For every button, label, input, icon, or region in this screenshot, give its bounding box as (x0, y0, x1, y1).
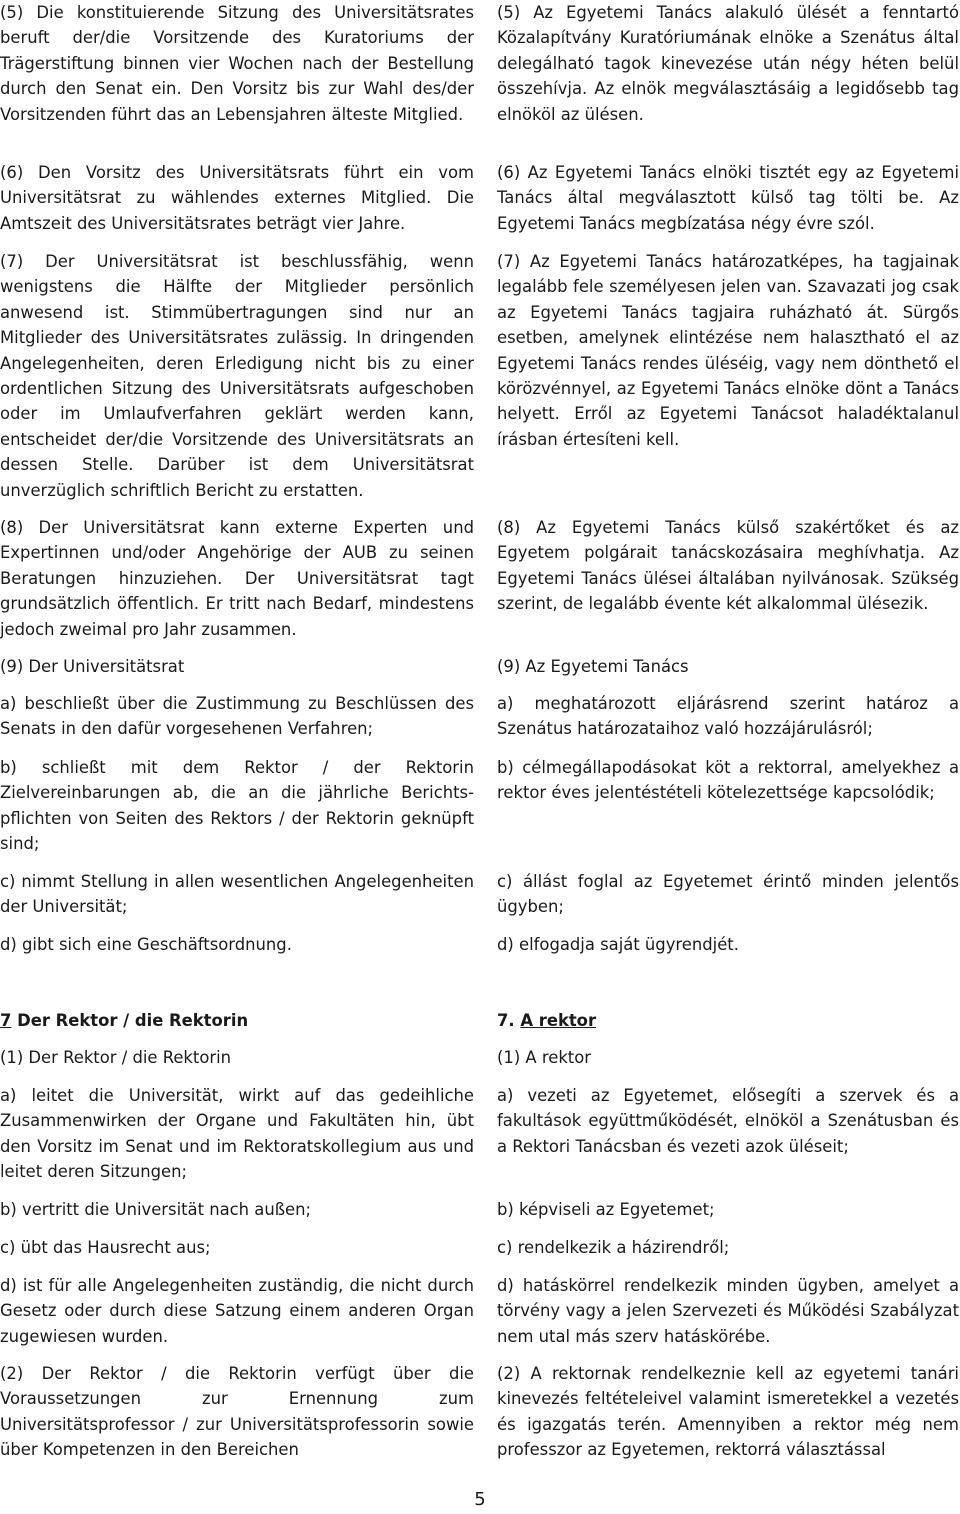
de-section-heading (0, 1008, 474, 1033)
page-number: 5 (474, 1489, 486, 1510)
de-paragraph-9a: a) beschließt über die Zustimmung zu Beschlüssen des Senats in den dafür vorgesehenen Verfahren; (0, 694, 474, 739)
hu-paragraph-9b: b) célmegállapodásokat köt a rektorral, amelyekhez a rektor éves jelentéstételi kötelezettsége kapcsolódik; (497, 758, 959, 803)
hu-paragraph-9c: c) állást foglal az Egyetemet érintő minden jelentős ügyben; (497, 872, 959, 917)
de-rektor-1b: b) vertritt die Universität nach außen; (0, 1200, 312, 1219)
hu-rektor-1d: d) hatáskörrel rendelkezik minden ügyben, amelyet a törvény vagy a jelen Szervezeti és Működési Szabályzat nem utal más szerv hatáskörébe. (497, 1276, 959, 1346)
de-paragraph-6: (6) Den Vorsitz des Universitätsrats führt ein vom Universitätsrat zu wählendes externes Mitglied. Die Amtszeit des Universitätsrates beträgt vier Jahre. (0, 163, 474, 233)
de-section-number: 7 (0, 1011, 12, 1030)
de-paragraph-9: (9) Der Universitätsrat (0, 657, 185, 676)
hu-paragraph-8: (8) Az Egyetemi Tanács külső szakértőket és az Egyetem polgárait tanácskozásaira meghívhatja. Az Egyetemi Tanács ülései általában nyilvánosak. Szükség szerint, de legalább évente két alkalommal ülésezik. (497, 518, 959, 614)
hu-section-heading (497, 1008, 959, 1033)
de-rektor-1d: d) ist für alle Angelegenheiten zuständig, die nicht durch Gesetz oder durch diese Satzung einem anderen Organ zugewiesen wurden. (0, 1276, 474, 1346)
de-section-title: Der Rektor / die Rektorin (17, 1011, 249, 1030)
hu-paragraph-6: (6) Az Egyetemi Tanács elnöki tisztét egy az Egyetemi Tanács által megválasztott külső tag tölti be. Az Egyetemi Tanács megbízatása négy évre szól. (497, 163, 959, 233)
de-paragraph-8: (8) Der Universitätsrat kann externe Experten und Expertinnen und/oder Angehörige der AUB zu seinen Beratungen hinzuziehen. Der Universitätsrat tagt grundsätzlich öffentlich. Er tritt nach Bedarf, mindestens jedoch zweimal pro Jahr zusammen. (0, 518, 474, 639)
de-paragraph-9c: c) nimmt Stellung in allen wesentlichen Angelegenheiten der Universität; (0, 872, 474, 917)
de-rektor-1c: c) übt das Hausrecht aus; (0, 1238, 211, 1257)
de-paragraph-5: (5) Die konstituierende Sitzung des Universitätsrates beruft der/die Vorsitzende des Kuratoriums der Trägerstiftung binnen vier Wochen nach der Bestellung durch den Senat ein. Den Vorsitz bis zur Wahl des/der Vorsitzenden führt das an Lebensjahren älteste Mitglied. (0, 3, 474, 124)
de-paragraph-9b: b) schließt mit dem Rektor / der Rektorin Zielvereinbarungen ab, die an die jährliche Berichts-pflichten von Seiten des Rektors / der Rektorin geknüpft sind; (0, 758, 474, 854)
de-rektor-2: (2) Der Rektor / die Rektorin verfügt über die Voraussetzungen zur Ernennung zum Universitätsprofessor / zur Universitätsprofessorin sowie über Kompetenzen in den Bereichen (0, 1364, 474, 1460)
hu-paragraph-9a: a) meghatározott eljárásrend szerint határoz a Szenátus határozataihoz való hozzájárulásról; (497, 694, 959, 739)
hu-paragraph-7: (7) Az Egyetemi Tanács határozatképes, ha tagjainak legalább fele személyesen jelen van. Szavazati jog csak az Egyetemi Tanács tagjaira ruházható át. Sürgős esetben, amelynek elintézése nem halasztható el az Egyetemi Tanács rendes üléséig, vagy nem dönthető el körözvénnyel, az Egyetemi Tanács elnöke dönt a Tanács helyett. Erről az Egyetemi Tanácsot haladéktalanul írásban értesíteni kell. (497, 252, 959, 449)
hu-rektor-1c: c) rendelkezik a házirendről; (497, 1238, 730, 1257)
hu-paragraph-9d: d) elfogadja saját ügyrendjét. (497, 935, 739, 954)
hu-section-title: A rektor (520, 1011, 597, 1030)
hu-section-number: 7. (497, 1011, 515, 1030)
hu-paragraph-9: (9) Az Egyetemi Tanács (497, 657, 689, 676)
de-paragraph-7: (7) Der Universitätsrat ist beschlussfähig, wenn wenigstens die Hälfte der Mitglieder persönlich anwesend ist. Stimmübertragungen sind nur an Mitglieder des Universitätsrates zulässig. In dringenden Angelegenheiten, deren Erledigung nicht bis zu einer ordentlichen Sitzung des Universitätsrats aufgeschoben oder im Umlaufverfahren geklärt werden kann, entscheidet der/die Vorsitzende des Universitätsrats an dessen Stelle. Darüber ist dem Universitätsrat unverzüglich schriftlich Bericht zu erstatten. (0, 252, 474, 500)
hu-rektor-1a: a) vezeti az Egyetemet, elősegíti a szervek és a fakultások együttműködését, elnököl a Szenátusban és a Rektori Tanácsban és vezeti azok üléseit; (497, 1086, 959, 1156)
de-paragraph-9d: d) gibt sich eine Geschäftsordnung. (0, 935, 292, 954)
hu-rektor-1b: b) képviseli az Egyetemet; (497, 1200, 715, 1219)
de-rektor-1: (1) Der Rektor / die Rektorin (0, 1048, 232, 1067)
de-rektor-1a: a) leitet die Universität, wirkt auf das gedeihliche Zusammenwirken der Organe und Fakultäten hin, übt den Vorsitz im Senat und im Rektoratskollegium aus und leitet deren Sitzungen; (0, 1086, 474, 1182)
hu-rektor-2: (2) A rektornak rendelkeznie kell az egyetemi tanári kinevezés feltételeivel valamint ismeretekkel a vezetés és igazgatás terén. Amennyiben a rektor még nem professzor az Egyetemen, rektorrá választással (497, 1364, 959, 1460)
hu-paragraph-5: (5) Az Egyetemi Tanács alakuló ülését a fenntartó Közalapítvány Kuratóriumának elnöke a Szenátus által delegálható tagok kinevezése után négy héten belül összehívja. Az elnök megválasztásáig a legidősebb tag elnököl az ülésen. (497, 3, 959, 124)
hu-rektor-1: (1) A rektor (497, 1048, 591, 1067)
